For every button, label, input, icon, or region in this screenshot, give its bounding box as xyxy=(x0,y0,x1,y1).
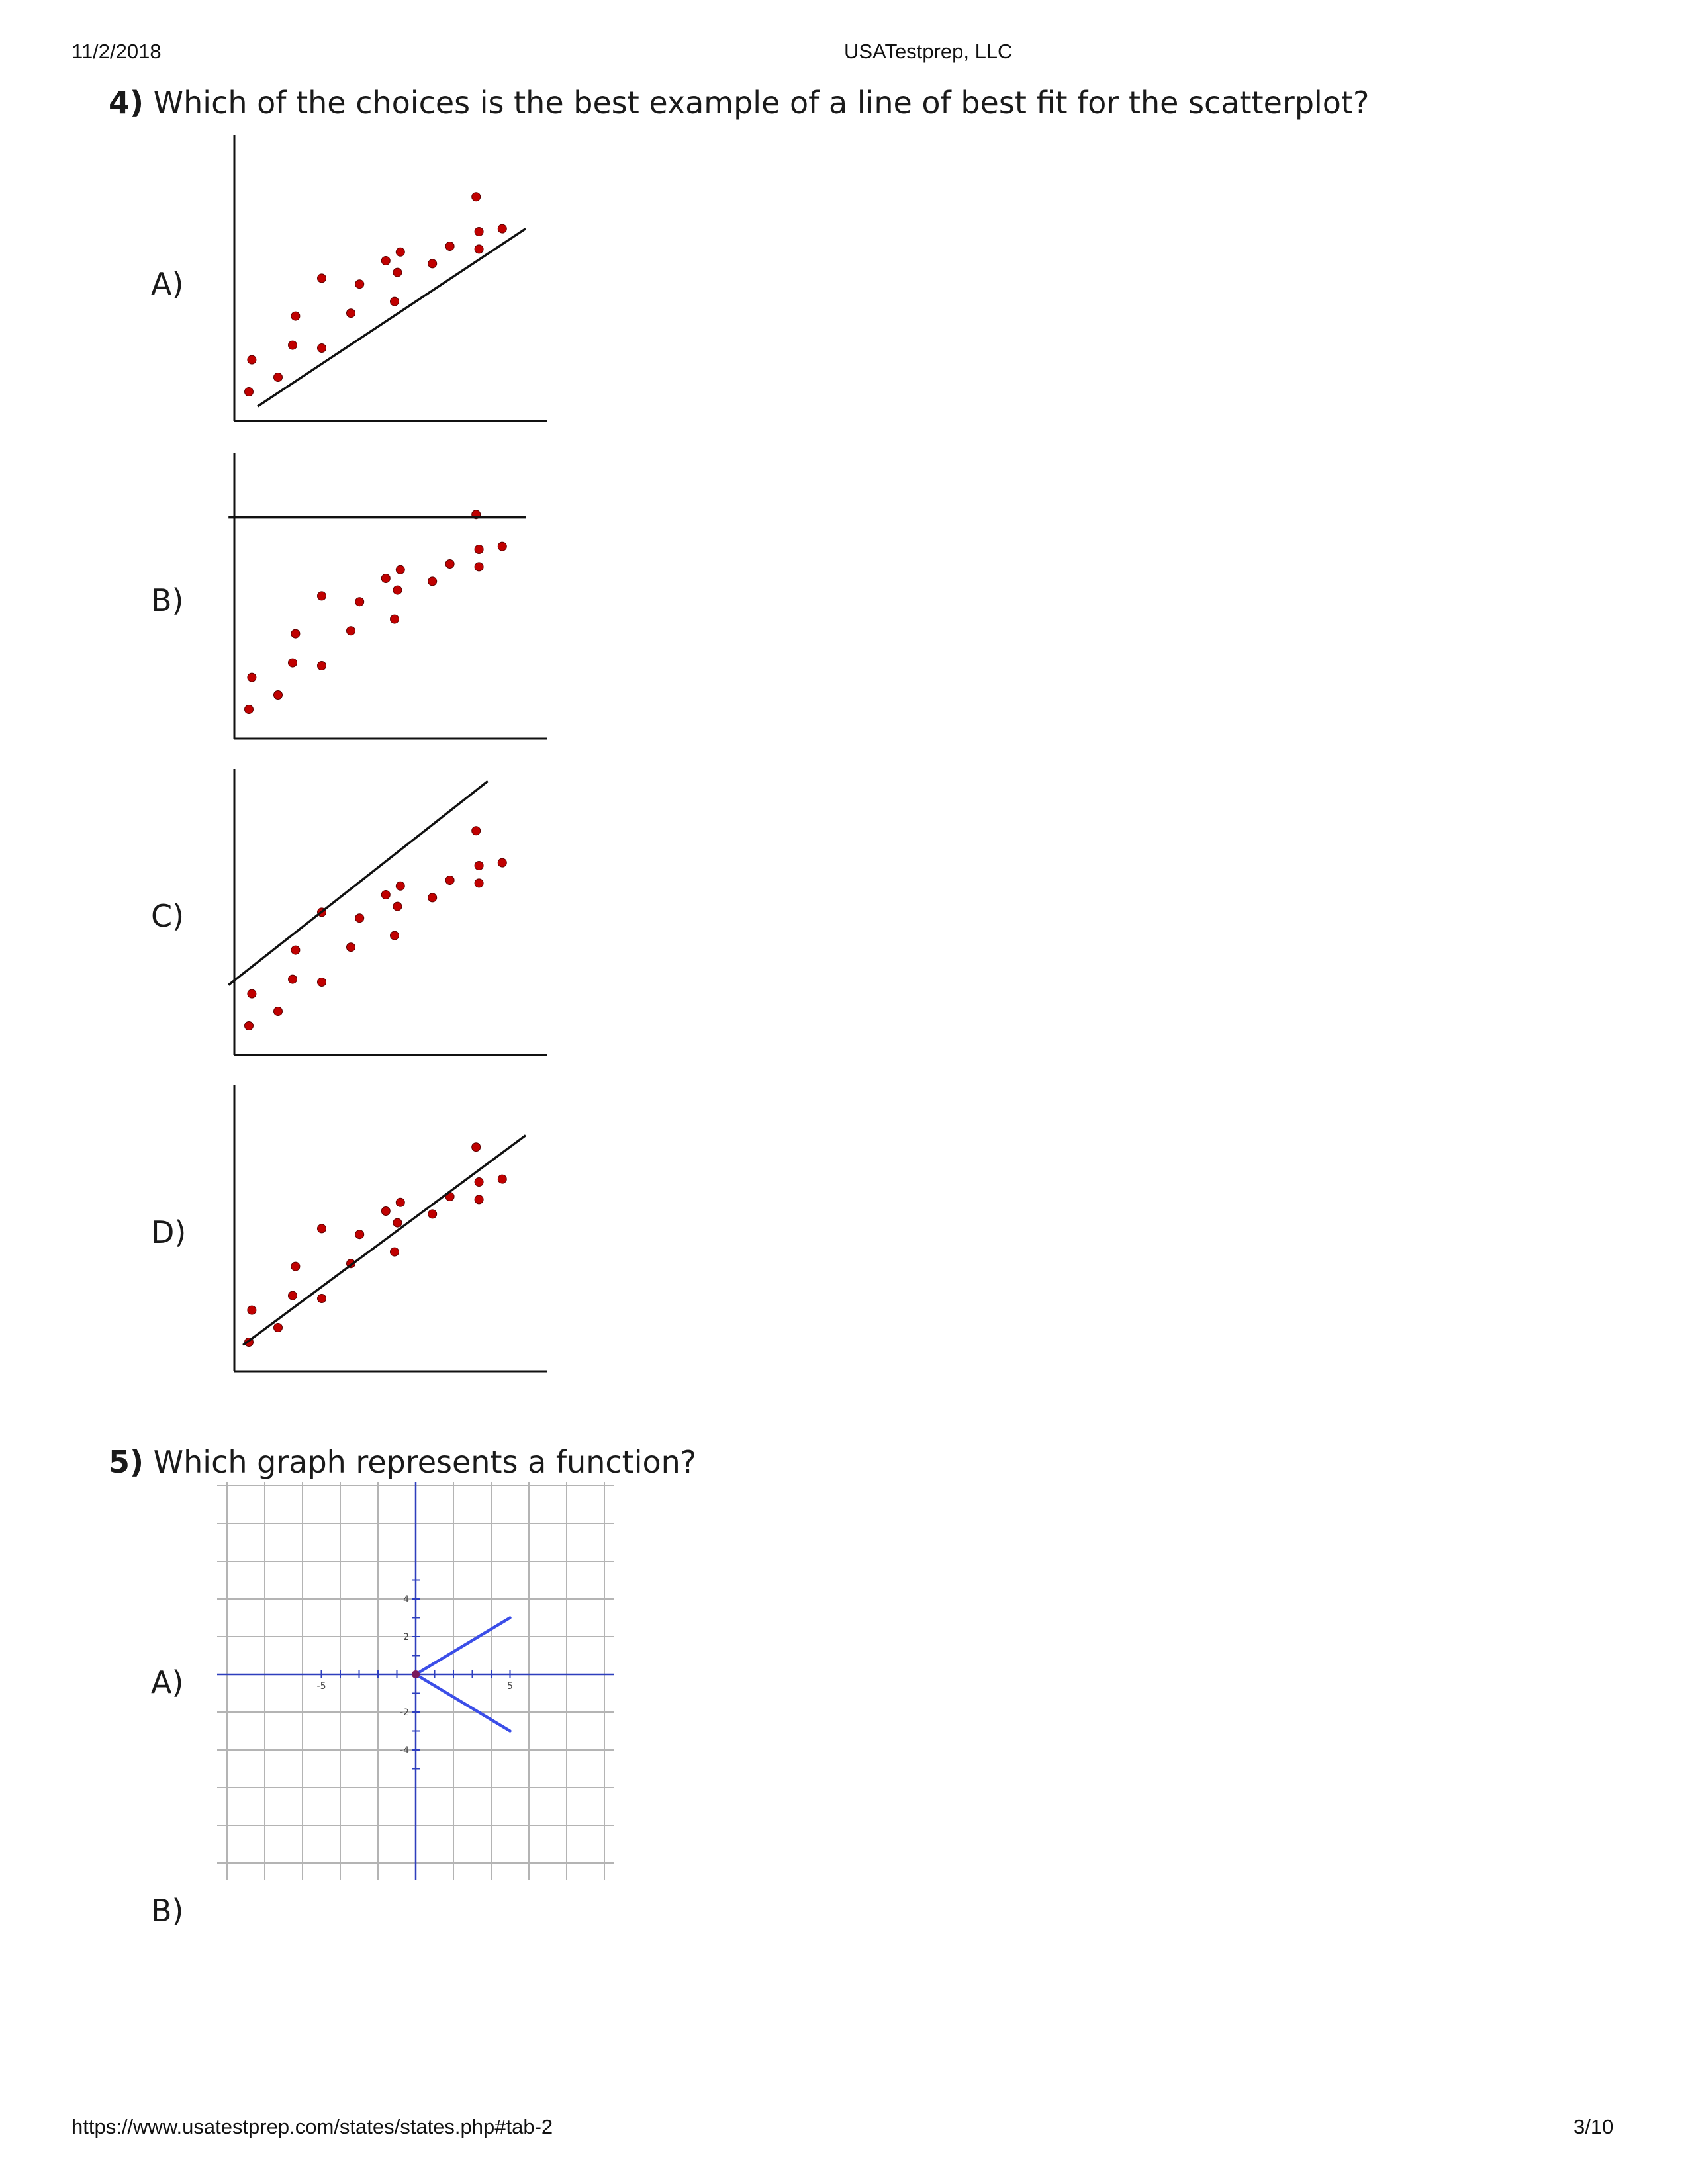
tick-label: -2 xyxy=(400,1707,409,1718)
q5-choice-a-graph[interactable] xyxy=(211,1482,621,1886)
data-point xyxy=(318,344,326,353)
tick-label: 5 xyxy=(507,1681,513,1692)
data-point xyxy=(393,1218,402,1227)
data-point xyxy=(393,268,402,277)
header-date: 11/2/2018 xyxy=(71,40,162,63)
data-point xyxy=(472,1143,481,1152)
data-point xyxy=(472,827,481,835)
data-point xyxy=(248,355,256,364)
data-point xyxy=(347,943,355,952)
choice-a-scatterplot[interactable] xyxy=(225,132,549,430)
data-point xyxy=(274,1007,283,1016)
data-point xyxy=(475,228,483,236)
data-point xyxy=(291,946,300,954)
data-point xyxy=(289,1291,297,1300)
data-point xyxy=(472,193,481,201)
question-number: 5) xyxy=(109,1444,144,1480)
data-point xyxy=(381,891,390,899)
data-point xyxy=(396,882,404,890)
data-point xyxy=(475,862,483,870)
data-point xyxy=(428,577,437,586)
data-point xyxy=(498,224,506,233)
data-point xyxy=(428,1210,437,1218)
origin-vertex xyxy=(412,1670,420,1678)
data-point xyxy=(393,902,402,911)
data-point xyxy=(245,705,254,714)
data-point xyxy=(396,565,404,574)
data-point xyxy=(355,1230,364,1239)
data-point xyxy=(289,975,297,983)
choice-c-scatterplot[interactable] xyxy=(225,766,549,1064)
data-point xyxy=(381,1207,390,1216)
data-point xyxy=(274,691,283,700)
q5-choice-a-label[interactable]: A) xyxy=(151,1664,184,1700)
data-point xyxy=(318,978,326,987)
graph-line xyxy=(416,1618,510,1675)
data-point xyxy=(291,1262,300,1271)
tick-label: 4 xyxy=(403,1594,409,1605)
question-number: 4) xyxy=(109,85,144,120)
data-point xyxy=(475,245,483,253)
data-point xyxy=(498,858,506,867)
data-point xyxy=(428,259,437,268)
data-point xyxy=(318,274,326,283)
data-point xyxy=(245,388,254,396)
graph-line xyxy=(416,1674,510,1731)
data-point xyxy=(396,1198,404,1206)
data-point xyxy=(291,629,300,638)
data-point xyxy=(391,297,399,306)
data-point xyxy=(355,598,364,606)
data-point xyxy=(498,542,506,551)
data-point xyxy=(475,545,483,554)
choice-b-label[interactable]: B) xyxy=(151,582,184,618)
data-point xyxy=(248,989,256,998)
question-text: Which graph represents a function? xyxy=(153,1444,697,1480)
data-point xyxy=(445,876,454,885)
data-point xyxy=(274,373,283,382)
data-point xyxy=(475,563,483,571)
data-point xyxy=(245,1022,254,1030)
data-point xyxy=(391,615,399,623)
choice-b-scatterplot[interactable] xyxy=(225,450,549,748)
data-point xyxy=(391,1248,399,1256)
data-point xyxy=(498,1175,506,1183)
footer-url: https://www.usatestprep.com/states/states.php#tab-2 xyxy=(71,2115,553,2138)
data-point xyxy=(248,1306,256,1314)
data-point xyxy=(396,248,404,256)
data-point xyxy=(475,1178,483,1187)
q5-choice-b-label[interactable]: B) xyxy=(151,1893,184,1929)
question-4 xyxy=(109,85,1369,120)
data-point xyxy=(391,931,399,940)
tick-label: -4 xyxy=(400,1745,409,1756)
data-point xyxy=(428,893,437,902)
data-point xyxy=(289,659,297,667)
data-point xyxy=(318,1295,326,1303)
data-point xyxy=(393,586,402,594)
tick-label: -5 xyxy=(316,1681,326,1692)
data-point xyxy=(445,242,454,251)
question-5 xyxy=(109,1444,696,1480)
choice-a-label[interactable]: A) xyxy=(151,266,184,302)
tick-label: 2 xyxy=(403,1632,409,1643)
data-point xyxy=(475,879,483,887)
choice-d-label[interactable]: D) xyxy=(151,1214,187,1250)
data-point xyxy=(347,309,355,318)
data-point xyxy=(475,1195,483,1204)
data-point xyxy=(291,312,300,320)
data-point xyxy=(381,257,390,265)
header-site-title: USATestprep, LLC xyxy=(844,40,1013,63)
data-point xyxy=(381,574,390,583)
data-point xyxy=(318,662,326,670)
question-text: Which of the choices is the best example of a line of best fit for the scatterplot? xyxy=(153,85,1370,120)
data-point xyxy=(355,914,364,923)
data-point xyxy=(318,1224,326,1233)
data-point xyxy=(347,627,355,635)
data-point xyxy=(289,341,297,349)
data-point xyxy=(248,673,256,682)
data-point xyxy=(318,592,326,600)
choice-c-label[interactable]: C) xyxy=(151,898,185,934)
data-point xyxy=(445,560,454,569)
data-point xyxy=(274,1324,283,1332)
data-point xyxy=(355,280,364,289)
choice-d-scatterplot[interactable] xyxy=(225,1083,549,1381)
footer-page-number: 3/10 xyxy=(1573,2115,1614,2138)
fit-line xyxy=(243,1136,526,1345)
